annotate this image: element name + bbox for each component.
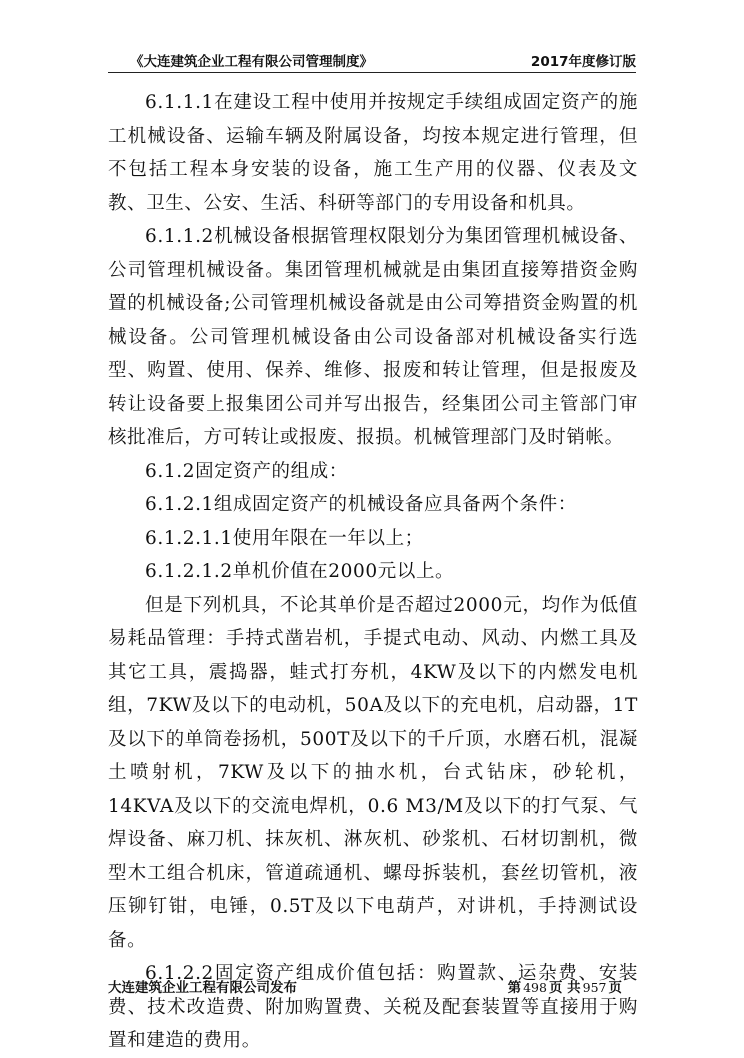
page-suffix: 页 [608,980,622,996]
page-header [108,46,636,73]
page-number: 498 [523,980,547,995]
paragraph-6-1-2-1-2: 6.1.2.1.2单机价值在2000元以上。 [145,561,455,582]
paragraph-6-1-1-2: 6.1.1.2机械设备根据管理权限划分为集团管理机械设备、公司管理机械设备。集团管理机械就是由集团直接筹措资金购置的机械设备;公司管理机械设备就是由公司筹措资金购置的机械设备。公司管理机械设备由公司设备部对机械设备实行选型、购置、使用、保养、维修、报废和转让管理，但是报废及转让设备要上报集团公司并写出报告，经集团公司主管部门审核批准后，方可转让或报废、报损。机械管理部门及时销帐。 [108,226,638,448]
revision-label: 2017年度修订版 [530,54,636,70]
page-footer [108,976,636,996]
page-prefix: 第 [507,980,522,996]
publisher-label: 大连建筑企业工程有限公司发布 [108,980,297,996]
page-indicator [508,976,622,996]
paragraph-low-value-items: 但是下列机具，不论其单价是否超过2000元，均作为低值易耗品管理：手持式凿岩机，手提式电动、风动、内燃工具及其它工具，震捣器，蛙式打夯机，4KW及以下的内燃发电机组，7KW及以下的电动机，50A及以下的充电机，启动器，1T及以下的单筒卷扬机，500T及以下的千斤顶，水磨石机，混凝土喷射机，7KW及以下的抽水机，台式钻床，砂轮机，14KVA及以下的交流电焊机，0.6 M3/M及以下的打气泵、气焊设备、麻刀机、抹灰机、淋灰机、砂浆机、石材切割机，微型木工组合机床，管道疏通机、螺母拆装机，套丝切管机，液压铆钉钳，电锤，0.5T及以下电葫芦，对讲机，手持测试设备。 [108,594,638,951]
page-middle: 页 共 [548,980,581,996]
document-title: 《大连建筑企业工程有限公司管理制度》 [130,54,373,70]
paragraph-6-1-2-1: 6.1.2.1组成固定资产的机械设备应具备两个条件： [145,494,577,515]
paragraph-6-1-2-2: 6.1.2.2固定资产组成价值包括：购置款、运杂费、安装费、技术改造费、附加购置费、关税及配套装置等直接用于购置和建造的费用。 [108,963,638,1051]
page-total: 957 [582,980,607,995]
paragraph-6-1-2-1-1: 6.1.2.1.1使用年限在一年以上； [145,527,424,549]
paragraph-6-1-2: 6.1.2固定资产的组成： [145,460,348,482]
paragraph-6-1-1-1: 6.1.1.1在建设工程中使用并按规定手续组成固定资产的施工机械设备、运输车辆及附属设备，均按本规定进行管理，但不包括工程本身安装的设备，施工生产用的仪器、仪表及文教、卫生、公安、生活、科研等部门的专用设备和机具。 [108,92,638,214]
document-body [108,86,638,1058]
